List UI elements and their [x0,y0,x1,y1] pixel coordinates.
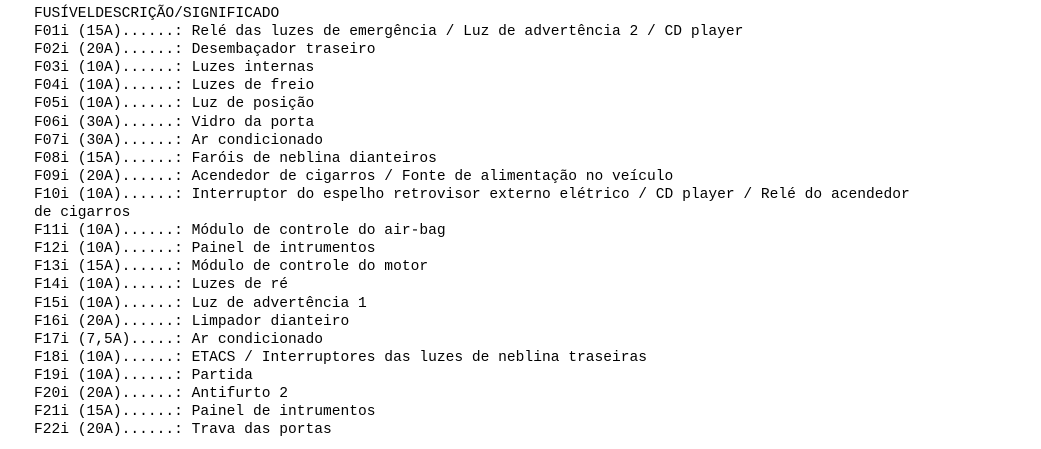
fuse-list-document [34,5,1034,439]
fuse-row-f04: F04i (10A)......: Luzes de freio [34,78,315,95]
fuse-table-header: FUSÍVELDESCRIÇÃO/SIGNIFICADO [34,6,280,22]
fuse-row-f13: F13i (15A)......: Módulo de controle do motor [34,259,429,276]
fuse-row-f02: F02i (20A)......: Desembaçador traseiro [34,42,376,59]
fuse-row-f14: F14i (10A)......: Luzes de ré [34,277,288,294]
fuse-row-f20: F20i (20A)......: Antifurto 2 [34,385,288,402]
fuse-row-f17: F17i (7,5A).....: Ar condicionado [34,331,324,348]
fuse-row-f12: F12i (10A)......: Painel de intrumentos [34,241,376,258]
fuse-row-f10-continuation: de cigarros [34,205,131,222]
fuse-row-f10: F10i (10A)......: Interruptor do espelho retrovisor externo elétrico / CD player / Relé do acendedor [34,186,910,203]
fuse-row-f07: F07i (30A)......: Ar condicionado [34,132,324,149]
fuse-row-f22: F22i (20A)......: Trava das portas [34,422,332,439]
fuse-row-f19: F19i (10A)......: Partida [34,367,253,384]
fuse-row-f09: F09i (20A)......: Acendedor de cigarros / Fonte de alimentação no veículo [34,168,674,185]
fuse-row-f06: F06i (30A)......: Vidro da porta [34,114,315,131]
fuse-row-f18: F18i (10A)......: ETACS / Interruptores das luzes de neblina traseiras [34,349,648,366]
fuse-row-f01: F01i (15A)......: Relé das luzes de emergência / Luz de advertência 2 / CD player [34,24,744,41]
fuse-row-f03: F03i (10A)......: Luzes internas [34,60,315,77]
fuse-row-f08: F08i (15A)......: Faróis de neblina dianteiros [34,150,437,167]
fuse-row-f05: F05i (10A)......: Luz de posição [34,96,315,113]
fuse-row-f15: F15i (10A)......: Luz de advertência 1 [34,295,367,312]
fuse-row-f16: F16i (20A)......: Limpador dianteiro [34,313,350,330]
fuse-row-f21: F21i (15A)......: Painel de intrumentos [34,404,376,421]
fuse-row-f11: F11i (10A)......: Módulo de controle do air-bag [34,223,446,240]
